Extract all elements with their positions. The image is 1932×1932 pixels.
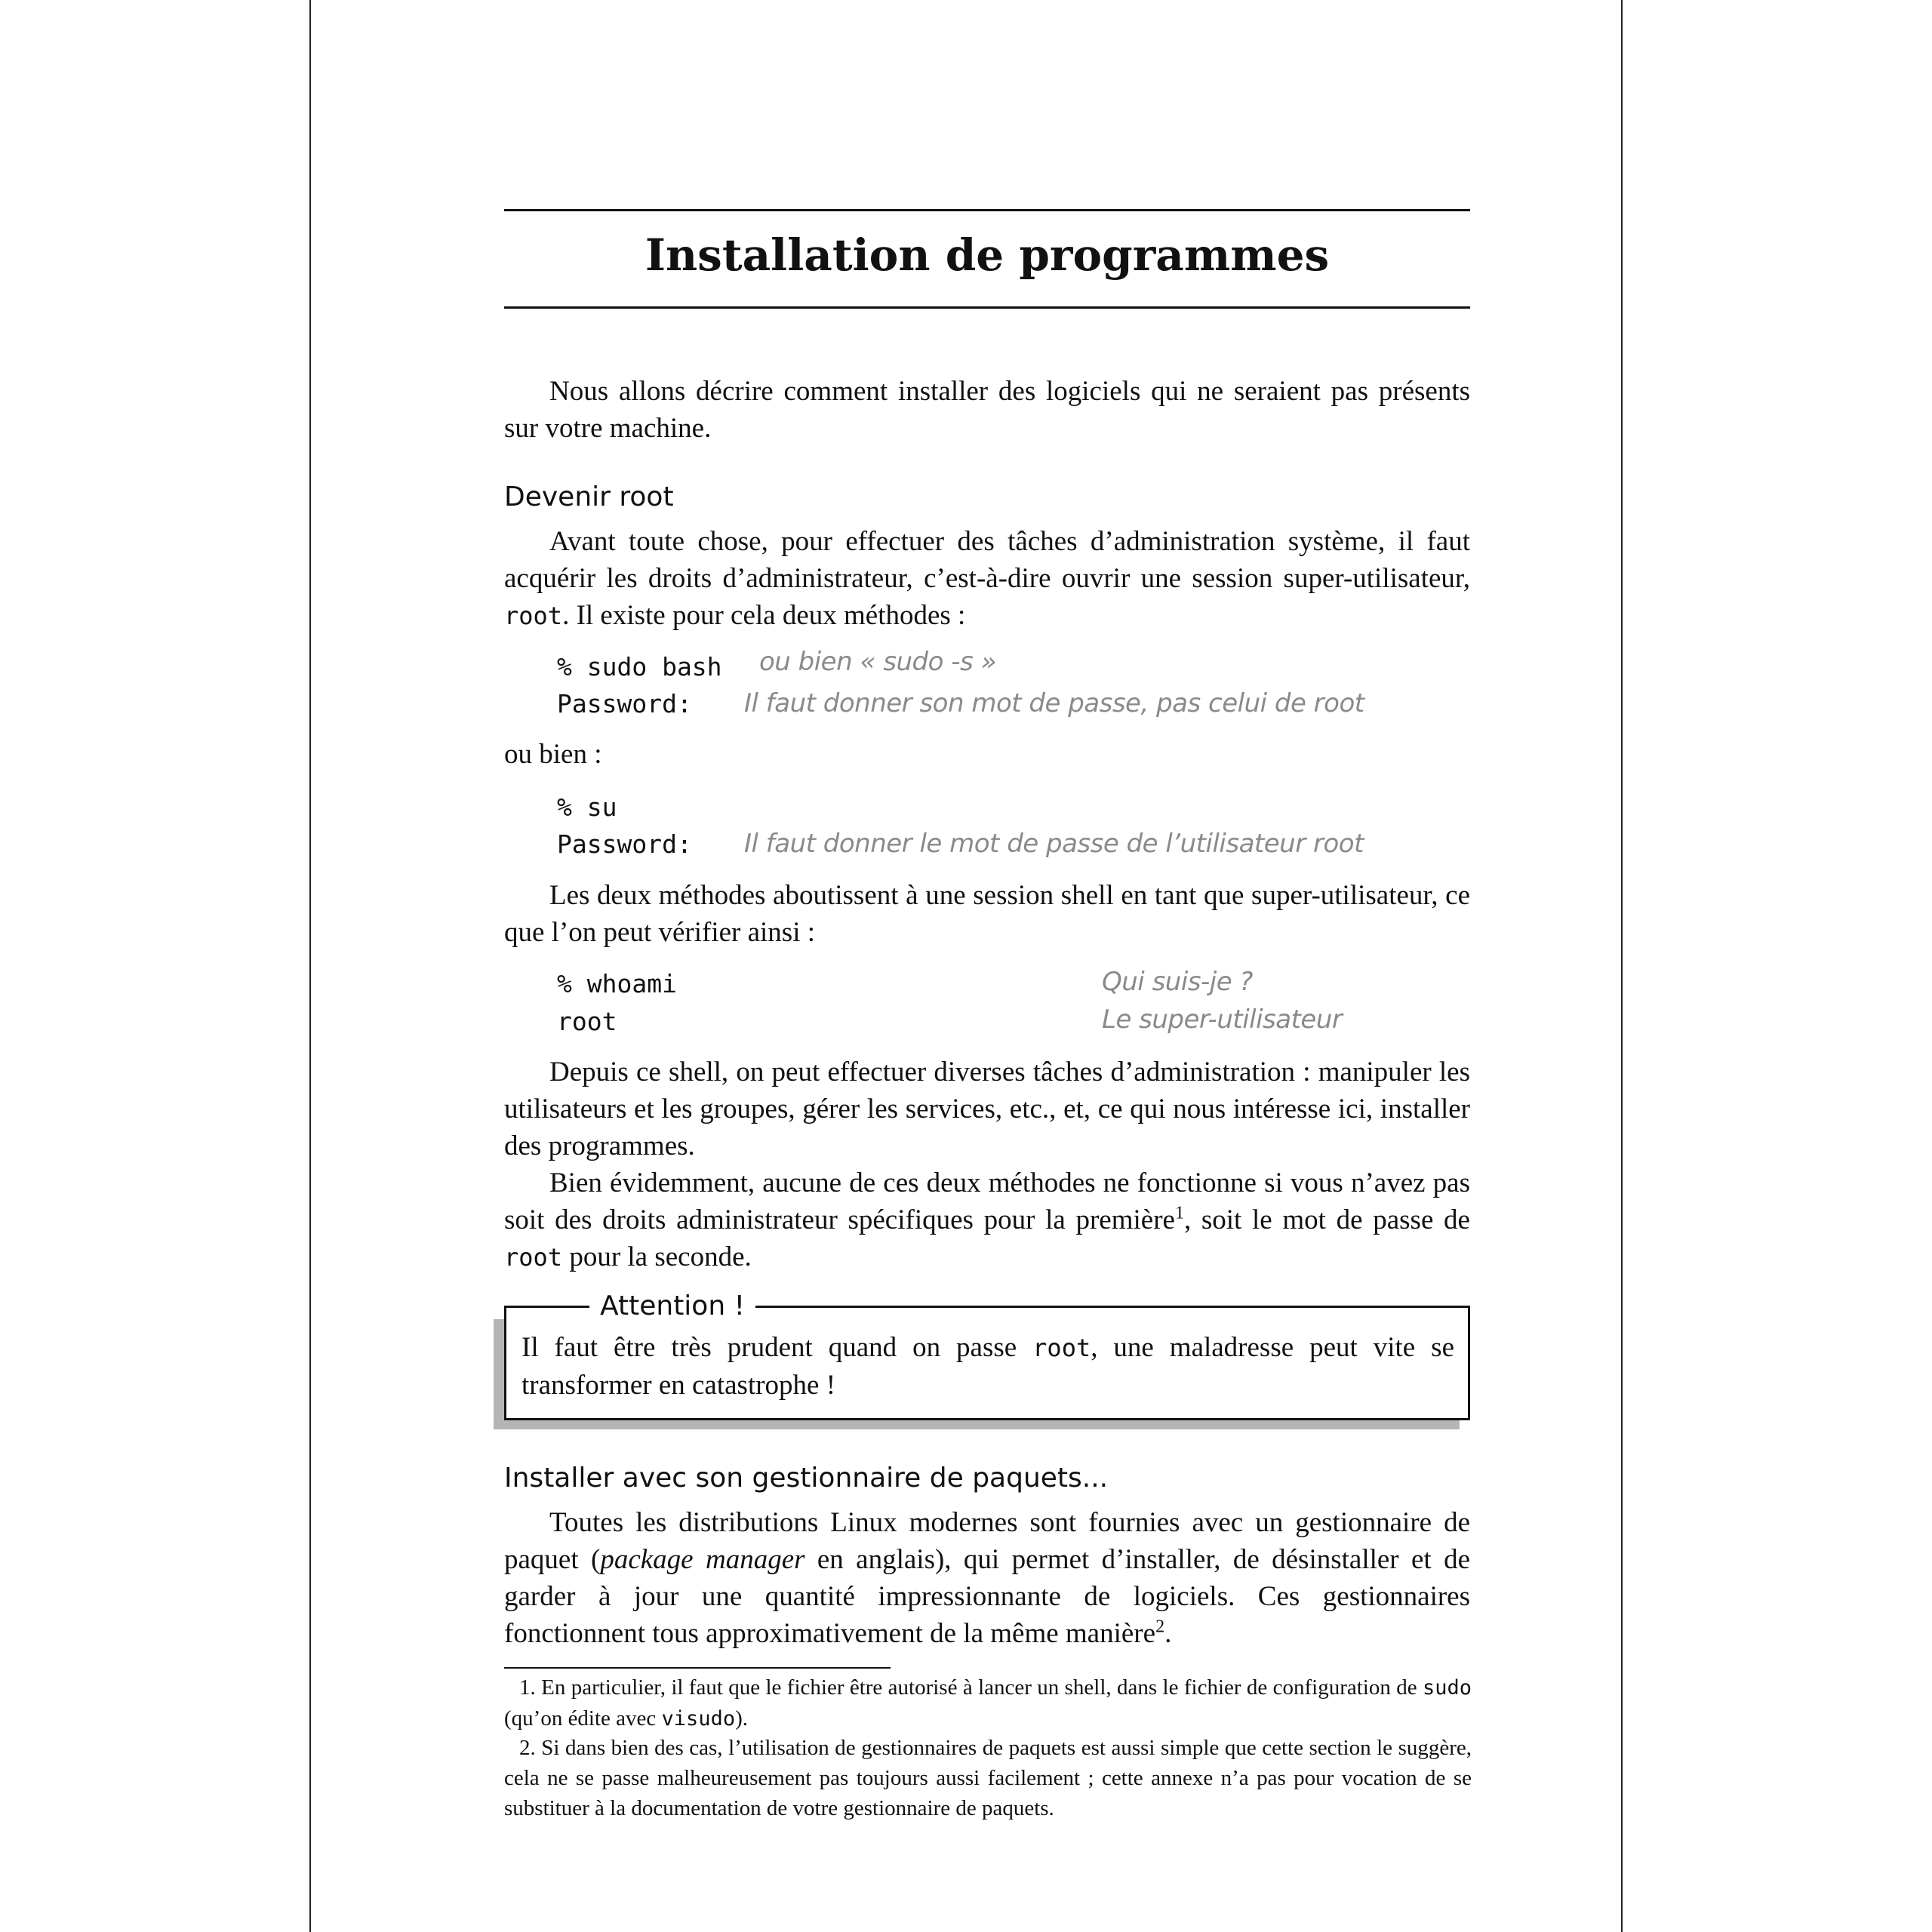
attention-box	[504, 1291, 1470, 1420]
footnote-rule	[504, 1667, 891, 1669]
code-line-password-1: Password:	[557, 689, 692, 718]
annotation-password-root: Il faut donner le mot de passe de l’utilisateur root	[744, 829, 1364, 859]
annotation-password-own: Il faut donner son mot de passe, pas celui de root	[744, 688, 1364, 718]
title-bottom-rule	[504, 306, 1470, 309]
annotation-super-utilisateur: Le super-utilisateur	[1102, 1004, 1343, 1035]
title-top-rule	[504, 209, 1470, 211]
annotation-qui-suis-je: Qui suis-je ?	[1102, 967, 1253, 997]
or-text: ou bien :	[504, 739, 602, 770]
attention-text: Il faut être très prudent quand on passe root, une maladresse peut vite se transformer en catastrophe !	[521, 1332, 1454, 1401]
paragraph-methods-fail: Bien évidemment, aucune de ces deux méthodes ne fonctionne si vous n’avez pas soit des droits administrateur spécifiques pour la première$^1$, soit le mot de passe de root pour la seconde.	[504, 1168, 1470, 1272]
section-heading-devenir-root: Devenir root	[504, 481, 674, 512]
page-title: Installation de programmes	[645, 229, 1330, 281]
footnote-2: 2. Si dans bien des cas, l’utilisation de gestionnaires de paquets est aussi simple que cette section le suggère, cela ne se passe malheureusement pas toujours aussi facilement ; cette annexe n’a pas pour vocation de se substituer à la documentation de votre gestionnaire de paquets.	[504, 1736, 1472, 1820]
paragraph-shell-tasks: Depuis ce shell, on peut effectuer diverses tâches d’administration : manipuler les utilisateurs et les groupes, gérer les services, etc., et, ce qui nous intéresse ici, installer des programmes.	[504, 1057, 1470, 1161]
code-line-root: root	[557, 1007, 617, 1036]
paragraph-two-methods: Les deux méthodes aboutissent à une session shell en tant que super-utilisateur, ce que l’on peut vérifier ainsi :	[504, 880, 1470, 948]
code-line-whoami: % whoami	[557, 969, 677, 998]
annotation-sudo-s: ou bien « sudo -s »	[759, 647, 996, 677]
attention-title: Attention !	[589, 1288, 755, 1324]
footnote-1: 1. En particulier, il faut que le fichier être autorisé à lancer un shell, dans le fichier de configuration de sudo (qu’on édite avec visudo).	[504, 1675, 1472, 1730]
section-heading-package-manager: Installer avec son gestionnaire de paquets...	[504, 1463, 1109, 1494]
paragraph-package-manager: Toutes les distributions Linux modernes sont fournies avec un gestionnaire de paquet (package manager en anglais), qui permet d’installer, de désinstaller et de garder à jour une quantité impressionnante de logiciels. Ces gestionnaires fonctionnent tous approximativement de la même manière$^2$.	[504, 1507, 1470, 1649]
intro-paragraph: Nous allons décrire comment installer des logiciels qui ne seraient pas présents sur votre machine.	[504, 376, 1470, 444]
code-line-su: % su	[557, 792, 617, 822]
paragraph-root-intro: Avant toute chose, pour effectuer des tâches d’administration système, il faut acquérir les droits d’administrateur, c’est-à-dire ouvrir une session super-utilisateur, root. Il existe pour cela deux méthodes :	[504, 526, 1470, 631]
code-line-password-2: Password:	[557, 829, 692, 859]
code-line-sudo-bash: % sudo bash	[557, 652, 722, 681]
